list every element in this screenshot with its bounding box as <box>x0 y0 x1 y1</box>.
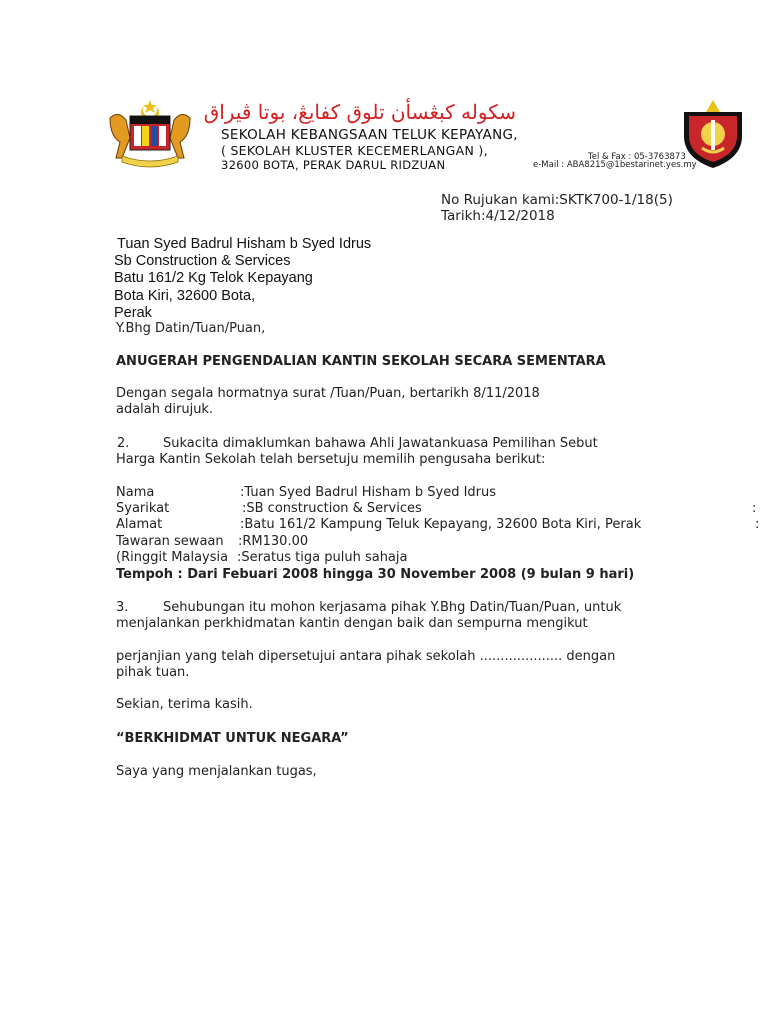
para1-line2: adalah dirujuk. <box>116 402 214 417</box>
para3-number: 3. <box>116 600 129 615</box>
label-ringgit: (Ringgit Malaysia <box>116 550 229 565</box>
jawi-school-name: سکوله کبڠسأن تلوق کفايڠ، بوتا ڤيراق <box>203 100 516 124</box>
letter-date: Tarikh:4/12/2018 <box>441 208 555 224</box>
para3-line2: menjalankan perkhidmatan kantin dengan baik dan sempurna mengikut <box>116 616 588 631</box>
label-alamat: Alamat <box>116 517 163 532</box>
para3-line1: Sehubungan itu mohon kerjasama pihak Y.Bhg Datin/Tuan/Puan, untuk <box>163 600 622 615</box>
para3-line3: perjanjian yang telah dipersetujui antara pihak sekolah .................... dengan <box>116 649 616 664</box>
para1-line1: Dengan segala hormatnya surat /Tuan/Puan, bertarikh 8/11/2018 <box>116 386 540 401</box>
reference-number: No Rujukan kami:SKTK700-1/18(5) <box>441 192 673 208</box>
recipient-name: Tuan Syed Badrul Hisham b Syed Idrus <box>117 236 372 252</box>
value-tawaran: :RM130.00 <box>238 534 309 549</box>
stray-colon-1: : <box>752 501 757 516</box>
email: e-Mail : ABA8215@1bestarinet.yes.my <box>533 160 697 170</box>
school-address: 32600 BOTA, PERAK DARUL RIDZUAN <box>221 158 446 172</box>
label-tawaran: Tawaran sewaan <box>116 534 224 549</box>
stray-colon-2: : <box>755 517 760 532</box>
value-syarikat: :SB construction & Services <box>242 501 422 516</box>
tel-fax: Tel & Fax : 05-3763873 <box>588 152 686 162</box>
closing-thanks: Sekian, terima kasih. <box>116 697 253 712</box>
para2-line2: Harga Kantin Sekolah telah bersetuju memilih pengusaha berikut: <box>116 452 546 467</box>
school-name: SEKOLAH KEBANGSAAN TELUK KEPAYANG, <box>221 127 518 143</box>
recipient-address-line2: Bota Kiri, 32600 Bota, <box>114 288 256 304</box>
recipient-company: Sb Construction & Services <box>114 253 291 269</box>
motto: “BERKHIDMAT UNTUK NEGARA” <box>116 731 349 746</box>
para3-line4: pihak tuan. <box>116 665 190 680</box>
value-ringgit: :Seratus tiga puluh sahaja <box>237 550 408 565</box>
malaysia-coat-of-arms-emblem <box>104 98 196 170</box>
label-nama: Nama <box>116 485 155 500</box>
school-cluster: ( SEKOLAH KLUSTER KECEMERLANGAN ), <box>221 143 488 158</box>
sign-off: Saya yang menjalankan tugas, <box>116 764 317 779</box>
salutation: Y.Bhg Datin/Tuan/Puan, <box>116 321 266 336</box>
para2-number: 2. <box>117 436 130 451</box>
tempoh-period: Tempoh : Dari Febuari 2008 hingga 30 November 2008 (9 bulan 9 hari) <box>116 567 635 582</box>
school-badge-emblem <box>680 98 746 170</box>
value-alamat: :Batu 161/2 Kampung Teluk Kepayang, 32600 Bota Kiri, Perak <box>240 517 642 532</box>
label-syarikat: Syarikat <box>116 501 170 516</box>
recipient-address-line1: Batu 161/2 Kg Telok Kepayang <box>114 270 313 286</box>
recipient-state: Perak <box>114 305 152 321</box>
value-nama: :Tuan Syed Badrul Hisham b Syed Idrus <box>240 485 497 500</box>
para2-line1: Sukacita dimaklumkan bahawa Ahli Jawatankuasa Pemilihan Sebut <box>163 436 598 451</box>
letter-subject: ANUGERAH PENGENDALIAN KANTIN SEKOLAH SECARA SEMENTARA <box>116 354 606 369</box>
